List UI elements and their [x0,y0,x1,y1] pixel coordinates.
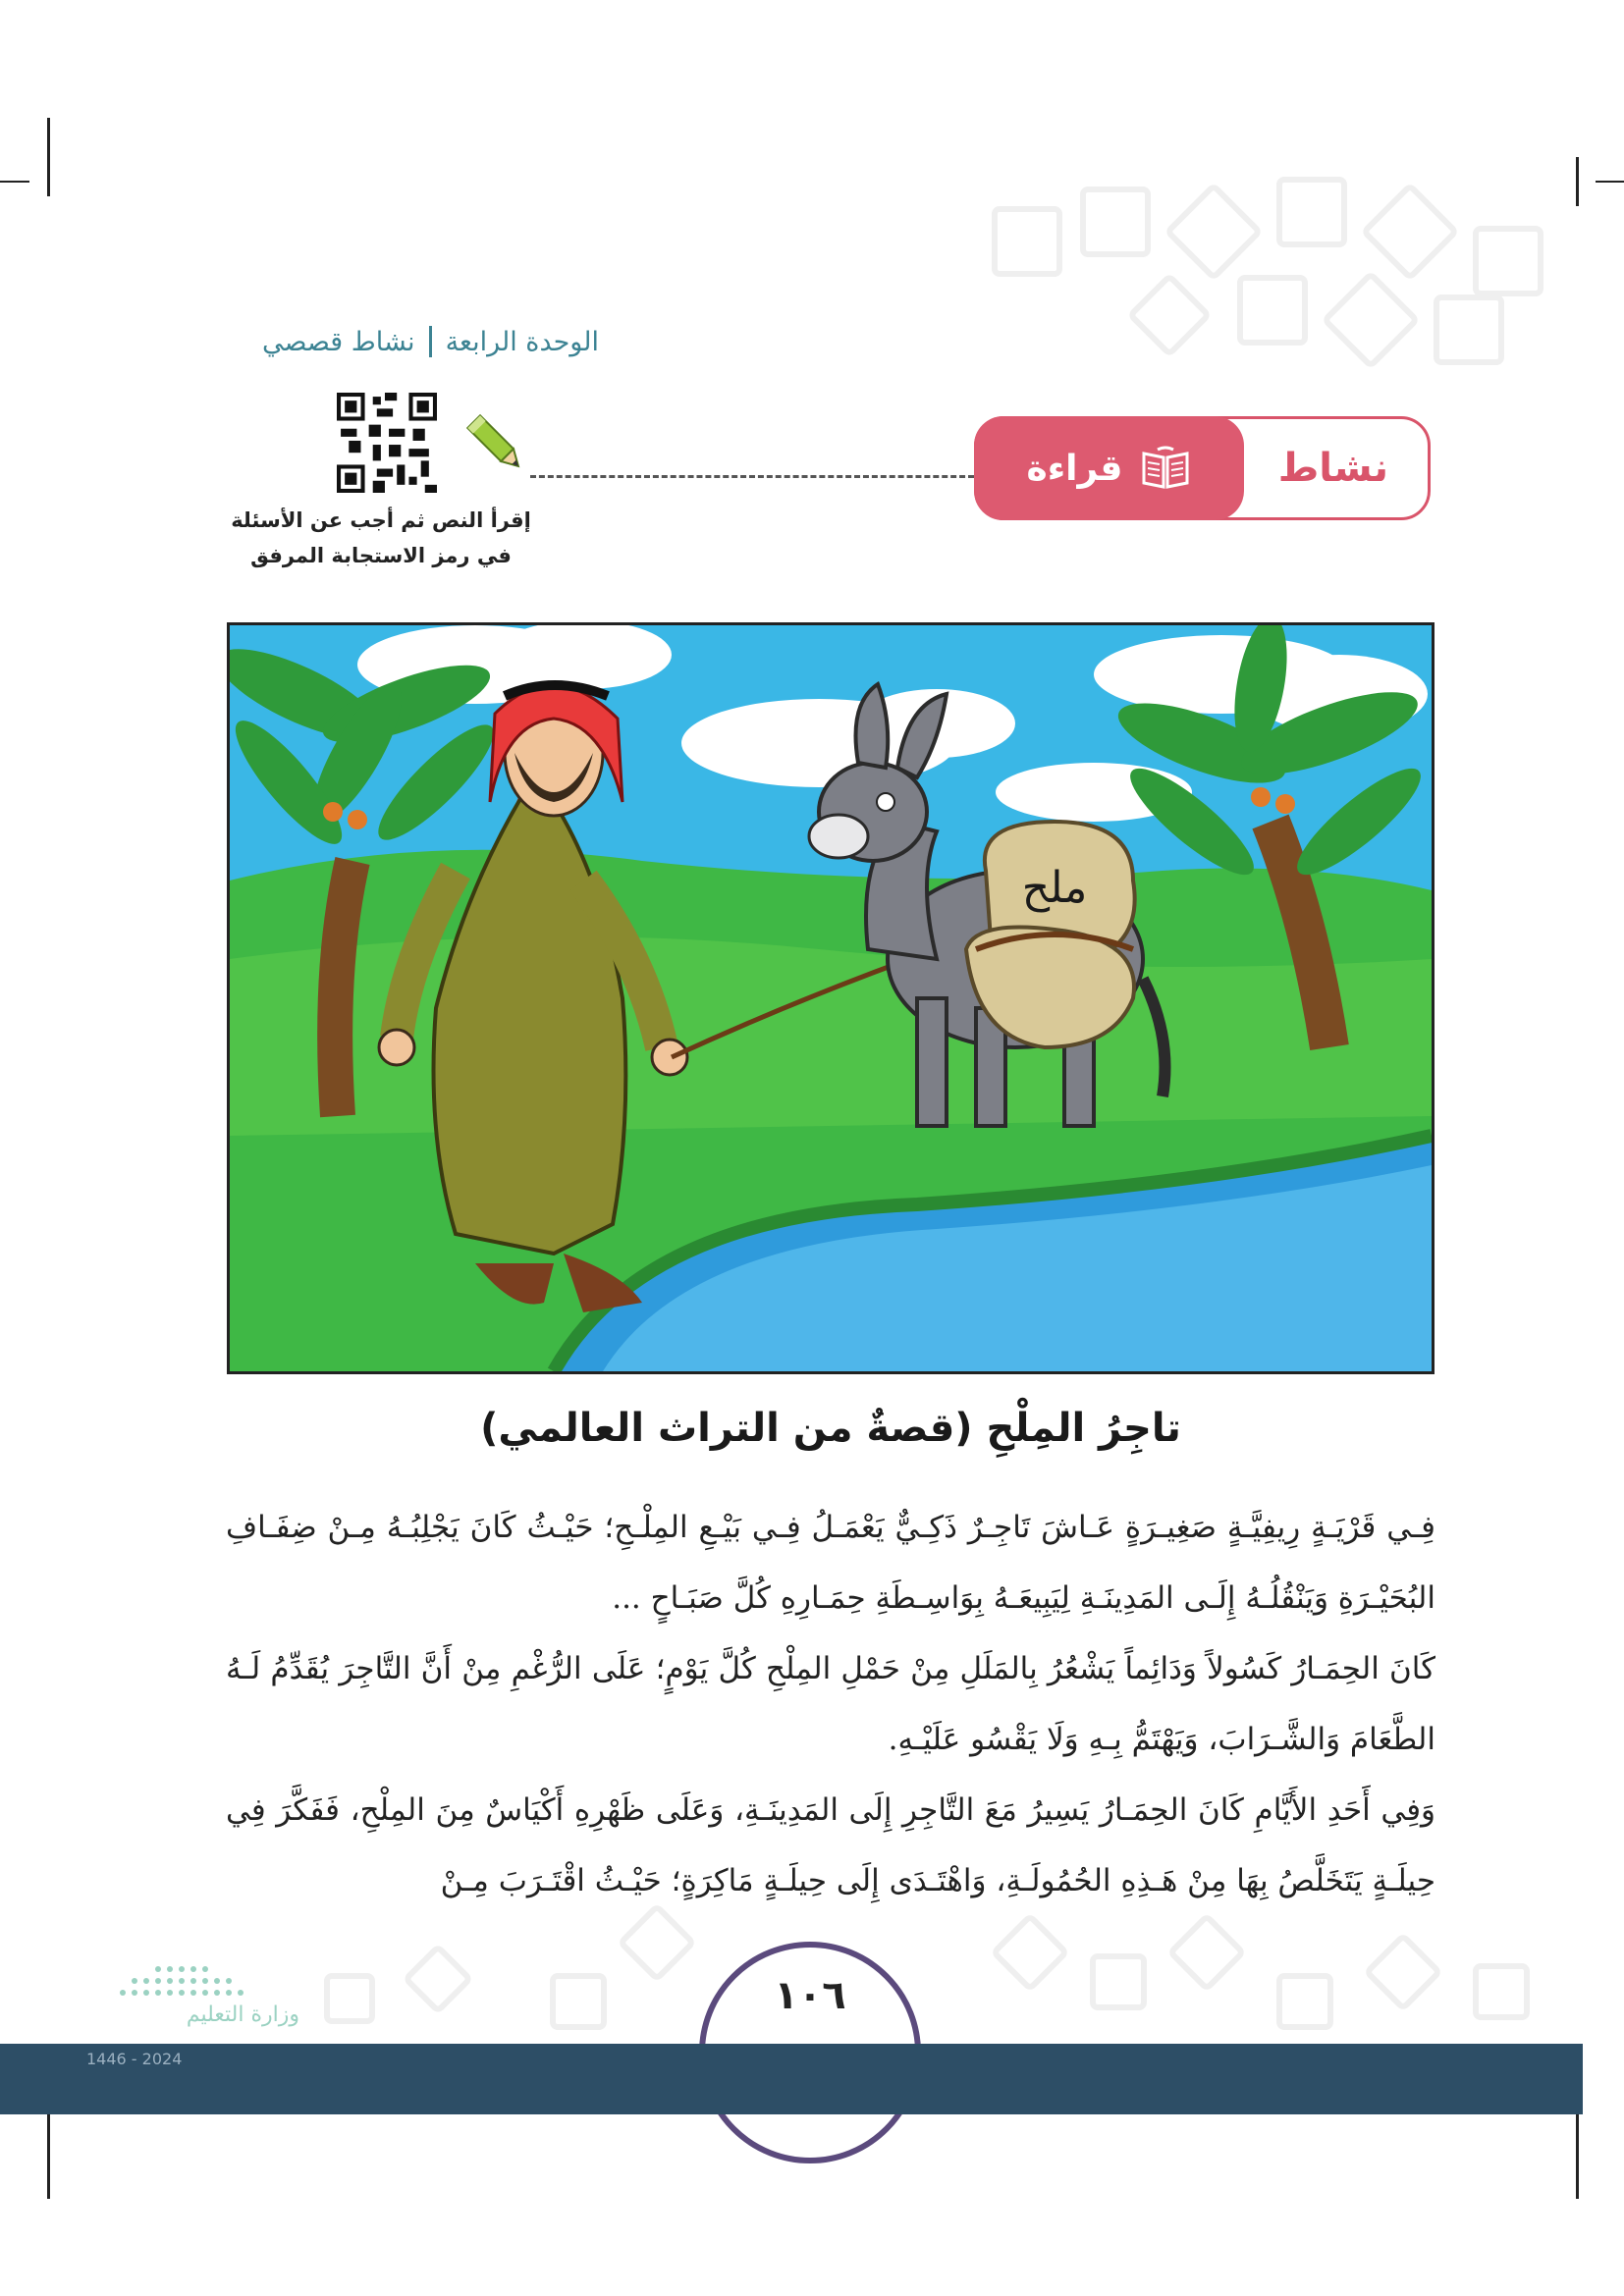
qr-code-icon[interactable] [337,393,437,493]
qr-instructions [226,503,536,573]
dashed-connector [530,475,974,478]
page-number: ١٠٦ [774,1973,846,2018]
crop-mark [1596,181,1624,183]
activity-label: نشاط [1277,446,1388,491]
activity-badge [974,416,1431,520]
activity-type: نشاط قصصي [261,326,415,357]
unit-header [226,320,599,363]
reading-label: قراءة [1026,448,1123,489]
crop-mark [47,2110,50,2199]
reading-tag [974,416,1244,520]
crop-mark [1576,157,1579,206]
unit-title: الوحدة الرابعة [445,326,599,357]
sack-label: ملح [1021,863,1088,913]
story-title: تاجِرُ المِلْحِ (قصةٌ من التراث العالمي) [480,1406,1181,1451]
crop-mark [1576,2110,1579,2199]
crop-mark [47,118,50,196]
footer-edge [1583,2044,1624,2114]
ministry-dots-icon [113,1963,260,2002]
instruction-line: إقرأ النص ثم أجب عن الأسئلة [231,508,531,532]
story-paragraph: وَفِي أَحَدِ الأَيَّامِ كَانَ الحِمَـارُ يَسِيرُ مَعَ التَّاجِرِ إِلَى المَدِينَـةِ، وَعَلَى ظَهْرِهِ أَكْيَاسٌ مِنَ المِلْحِ، فَفَكَّرَ فِي حِيلَـةٍ يَتَخَلَّصُ بِهَا مِنْ هَـذِهِ الحُمُولَـةِ، وَاهْتَـدَى إِلَى حِيلَـةٍ مَاكِرَةٍ؛ حَيْـثُ اقْتَـرَبَ مِـنْ [226,1792,1435,1898]
story-paragraph: فِـي قَرْيَـةٍ رِيفِيَّـةٍ صَغِيـرَةٍ عَـاشَ تَاجِـرٌ ذَكِـيٌّ يَعْمَـلُ فِـي بَيْـعِ المِلْـحِ؛ حَيْـثُ كَانَ يَجْلِبُـهُ مِـنْ ضِفَـافِ البُحَيْـرَةِ وَيَنْقُلُـهُ إِلَـى المَدِينَـةِ لِيَبِيعَـهُ بِوَاسِـطَةِ حِمَـارِهِ كُلَّ صَبَـاحٍ ... [226,1510,1435,1616]
book-icon [1140,446,1191,491]
footer-bar [0,2044,1624,2114]
story-paragraph: كَانَ الحِمَـارُ كَسُولاً وَدَائِماً يَشْعُرُ بِالمَلَلِ مِنْ حَمْلِ المِلْحِ كُلَّ يَوْمٍ؛ عَلَى الرُّغْمِ مِنْ أَنَّ التَّاجِرَ يُقَدِّمُ لَـهُ الطَّعَامَ وَالشَّـرَابَ، وَيَهْتَمُّ بِـهِ وَلَا يَقْسُو عَلَيْـهِ. [226,1651,1435,1757]
ministry-logo [83,1963,299,2027]
story-illustration [227,622,1435,1374]
instruction-line: في رمز الاستجابة المرفق [250,544,512,567]
illustration-scene [230,625,1432,1371]
crop-mark [0,181,29,183]
story-text [226,1492,1435,1916]
header-separator [429,326,432,357]
ministry-name: وزارة التعليم [186,2002,299,2027]
edition-year: 2024 - 1446 [86,2050,183,2068]
pencil-icon [466,410,527,479]
